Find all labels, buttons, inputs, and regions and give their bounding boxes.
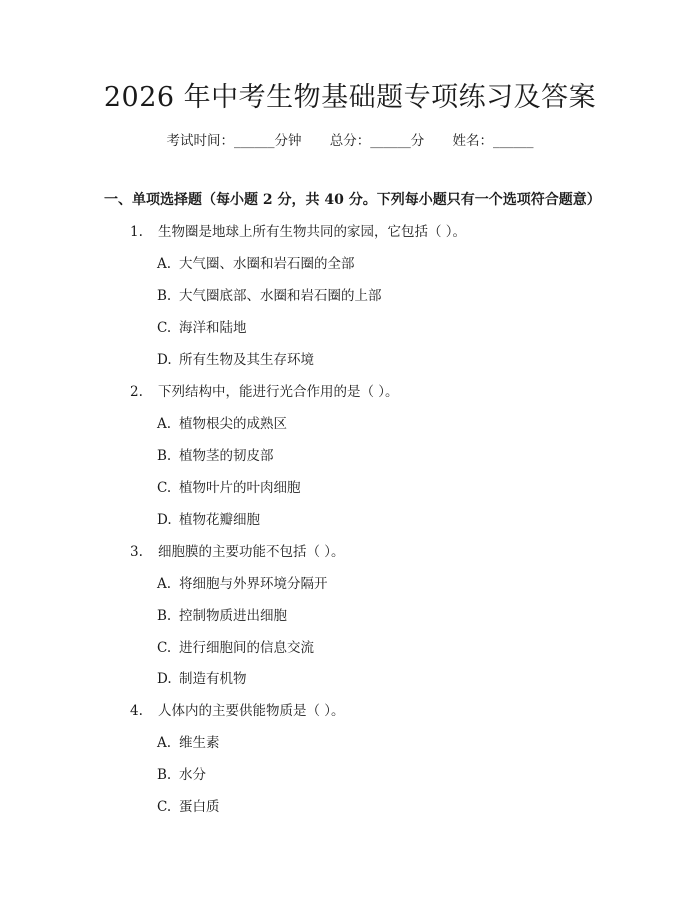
option-text: 制造有机物 — [179, 671, 247, 687]
question-text: 细胞膜的主要功能不包括（ ）。 — [158, 544, 345, 560]
option-letter: B. — [157, 448, 172, 464]
option-letter: A. — [157, 576, 172, 592]
option-text: 蛋白质 — [179, 799, 220, 815]
section-heading: 一、单项选择题（每小题 2 分，共 40 分。下列每小题只有一个选项符合题意） — [104, 192, 601, 208]
question-3-option-c — [157, 637, 314, 659]
question-4 — [130, 700, 345, 722]
option-letter: B. — [157, 608, 172, 624]
question-4-option-b — [157, 764, 206, 786]
option-letter: C. — [157, 640, 172, 656]
option-letter: C. — [157, 480, 172, 496]
option-text: 将细胞与外界环境分隔开 — [179, 576, 328, 592]
option-text: 植物花瓣细胞 — [179, 512, 260, 528]
question-3 — [130, 541, 345, 563]
question-2-option-d — [157, 509, 260, 531]
option-text: 控制物质进出细胞 — [179, 608, 287, 624]
question-1-option-d — [157, 349, 314, 371]
question-3-option-d — [157, 668, 247, 690]
question-2 — [130, 381, 399, 403]
option-text: 植物根尖的成熟区 — [179, 416, 287, 432]
option-text: 大气圈底部、水圈和岩石圈的上部 — [179, 288, 382, 304]
question-1-option-b — [157, 285, 382, 307]
option-text: 维生素 — [179, 735, 220, 751]
question-4-option-a — [157, 732, 220, 754]
question-text: 下列结构中，能进行光合作用的是（ ）。 — [158, 384, 399, 400]
option-letter: B. — [157, 288, 172, 304]
document-title: 2026 年中考生物基础题专项练习及答案 — [103, 82, 597, 113]
question-number: 2. — [130, 384, 143, 400]
exam-info-line — [0, 130, 700, 152]
question-3-option-b — [157, 605, 287, 627]
question-number: 1. — [130, 224, 143, 240]
option-letter: B. — [157, 767, 172, 783]
option-text: 水分 — [179, 767, 206, 783]
option-text: 植物茎的韧皮部 — [179, 448, 274, 464]
option-letter: C. — [157, 799, 172, 815]
option-letter: A. — [157, 416, 172, 432]
option-letter: A. — [157, 735, 172, 751]
total-score-field: 总分：______分 — [329, 133, 425, 149]
question-1-option-c — [157, 317, 247, 339]
question-1-option-a — [157, 253, 355, 275]
option-letter: A. — [157, 256, 172, 272]
question-1 — [130, 221, 466, 243]
option-text: 大气圈、水圈和岩石圈的全部 — [179, 256, 355, 272]
question-3-option-a — [157, 573, 328, 595]
student-name-field: 姓名：______ — [452, 133, 534, 149]
question-2-option-b — [157, 445, 274, 467]
question-number: 4. — [130, 703, 143, 719]
option-letter: D. — [157, 352, 172, 368]
option-letter: C. — [157, 320, 172, 336]
option-text: 所有生物及其生存环境 — [179, 352, 314, 368]
question-2-option-a — [157, 413, 287, 435]
question-number: 3. — [130, 544, 143, 560]
question-2-option-c — [157, 477, 301, 499]
option-text: 进行细胞间的信息交流 — [179, 640, 314, 656]
question-text: 人体内的主要供能物质是（ ）。 — [158, 703, 345, 719]
question-text: 生物圈是地球上所有生物共同的家园，它包括（ ）。 — [158, 224, 467, 240]
option-letter: D. — [157, 671, 172, 687]
option-text: 植物叶片的叶肉细胞 — [179, 480, 301, 496]
option-text: 海洋和陆地 — [179, 320, 247, 336]
option-letter: D. — [157, 512, 172, 528]
exam-time-field: 考试时间：______分钟 — [166, 133, 302, 149]
question-4-option-c — [157, 796, 220, 818]
